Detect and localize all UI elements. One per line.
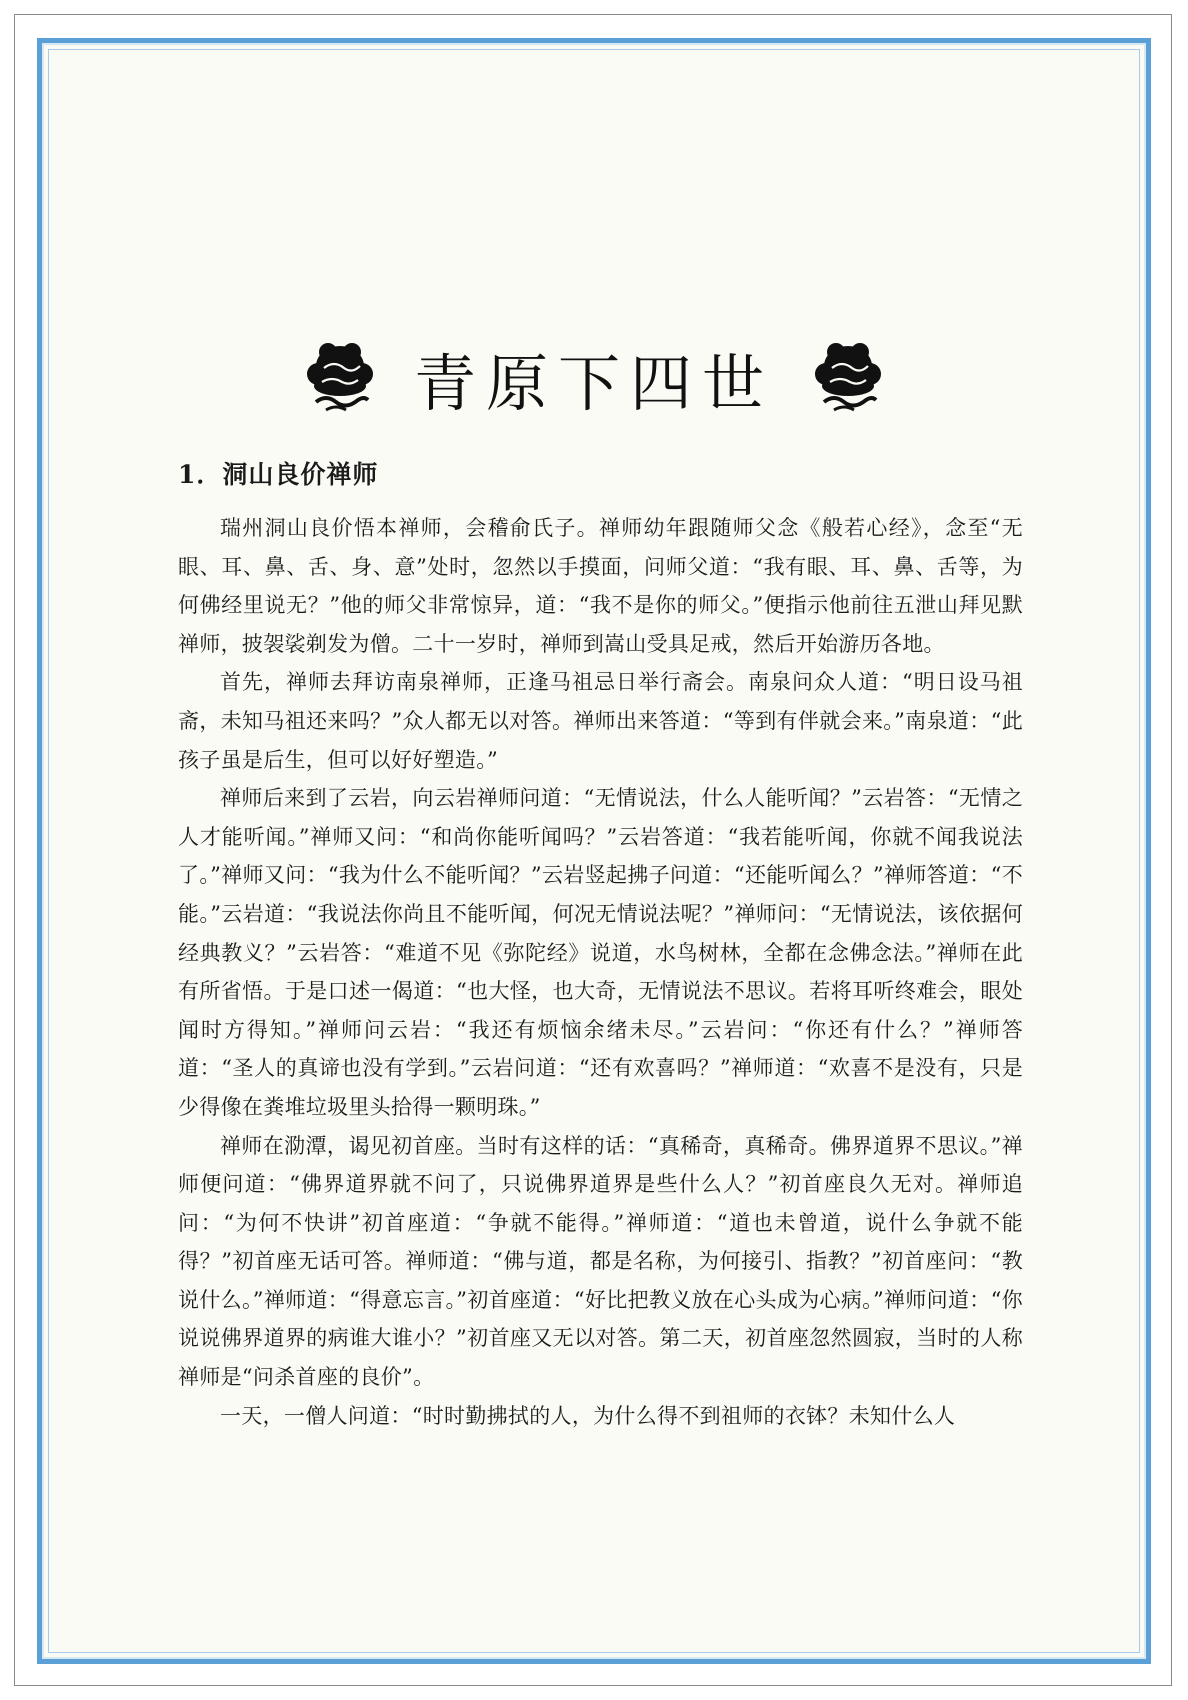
paragraph: 一天，一僧人问道：“时时勤拂拭的人，为什么得不到祖师的衣钵？未知什么人	[220, 1403, 956, 1428]
chapter-header	[42, 323, 1146, 433]
section-heading: 1．洞山良价禅师	[178, 460, 379, 489]
paragraph: 禅师后来到了云岩，向云岩禅师问道：“无情说法，什么人能听闻？”云岩答：“无情之人才能听闻。”禅师又问：“和尚你能听闻吗？”云岩答道：“我若能听闻，你就不闻我说法了。”禅师又问：“我为什么不能听闻？”云岩竖起拂子问道：“还能听闻么？”禅师答道：“不能。”云岩道：“我说法你尚且不能听闻，何况无情说法呢？”禅师问：“无情说法，该依据何经典教义？”云岩答：“难道不见《弥陀经》说道，水鸟树林，全都在念佛念法。”禅师在此有所省悟。于是口述一偈道：“也大怪，也大奇，无情说法不思议。若将耳听终难会，眼处闻时方得知。”禅师问云岩：“我还有烦恼余绪未尽。”云岩问：“你还有什么？”禅师答道：“圣人的真谛也没有学到。”云岩问道：“还有欢喜吗？”禅师道：“欢喜不是没有，只是少得像在粪堆垃圾里头拾得一颗明珠。”	[178, 786, 1023, 1119]
article-body	[178, 455, 1023, 1435]
page-title: 青原下四世	[413, 346, 774, 420]
cloud-ornament-icon	[810, 336, 886, 420]
cloud-ornament-icon	[302, 336, 378, 420]
paragraph: 首先，禅师去拜访南泉禅师，正逢马祖忌日举行斋会。南泉问众人道：“明日设马祖斋，未知马祖还来吗？”众人都无以对答。禅师出来答道：“等到有伴就会来。”南泉道：“此孩子虽是后生，但可以好好塑造。”	[178, 670, 1023, 772]
paragraph: 禅师在泐潭，谒见初首座。当时有这样的话：“真稀奇，真稀奇。佛界道界不思议。”禅师便问道：“佛界道界就不问了，只说佛界道界是些什么人？”初首座良久无对。禅师追问：“为何不快讲”初首座道：“争就不能得。”禅师道：“道也未曾道，说什么争就不能得？”初首座无话可答。禅师道：“佛与道，都是名称，为何接引、指教？”初首座问：“教说什么。”禅师道：“得意忘言。”初首座道：“好比把教义放在心头成为心病。”禅师问道：“你说说佛界道界的病谁大谁小？”初首座又无以对答。第二天，初首座忽然圆寂，当时的人称禅师是“问杀首座的良价”。	[178, 1133, 1023, 1390]
paragraph: 瑞州洞山良价悟本禅师，会稽俞氏子。禅师幼年跟随师父念《般若心经》，念至“无眼、耳、鼻、舌、身、意”处时，忽然以手摸面，问师父道：“我有眼、耳、鼻、舌等，为何佛经里说无？”他的师父非常惊异，道：“我不是你的师父。”便指示他前往五泄山拜见默禅师，披袈裟剃发为僧。二十一岁时，禅师到嵩山受具足戒，然后开始游历各地。	[178, 516, 1023, 656]
